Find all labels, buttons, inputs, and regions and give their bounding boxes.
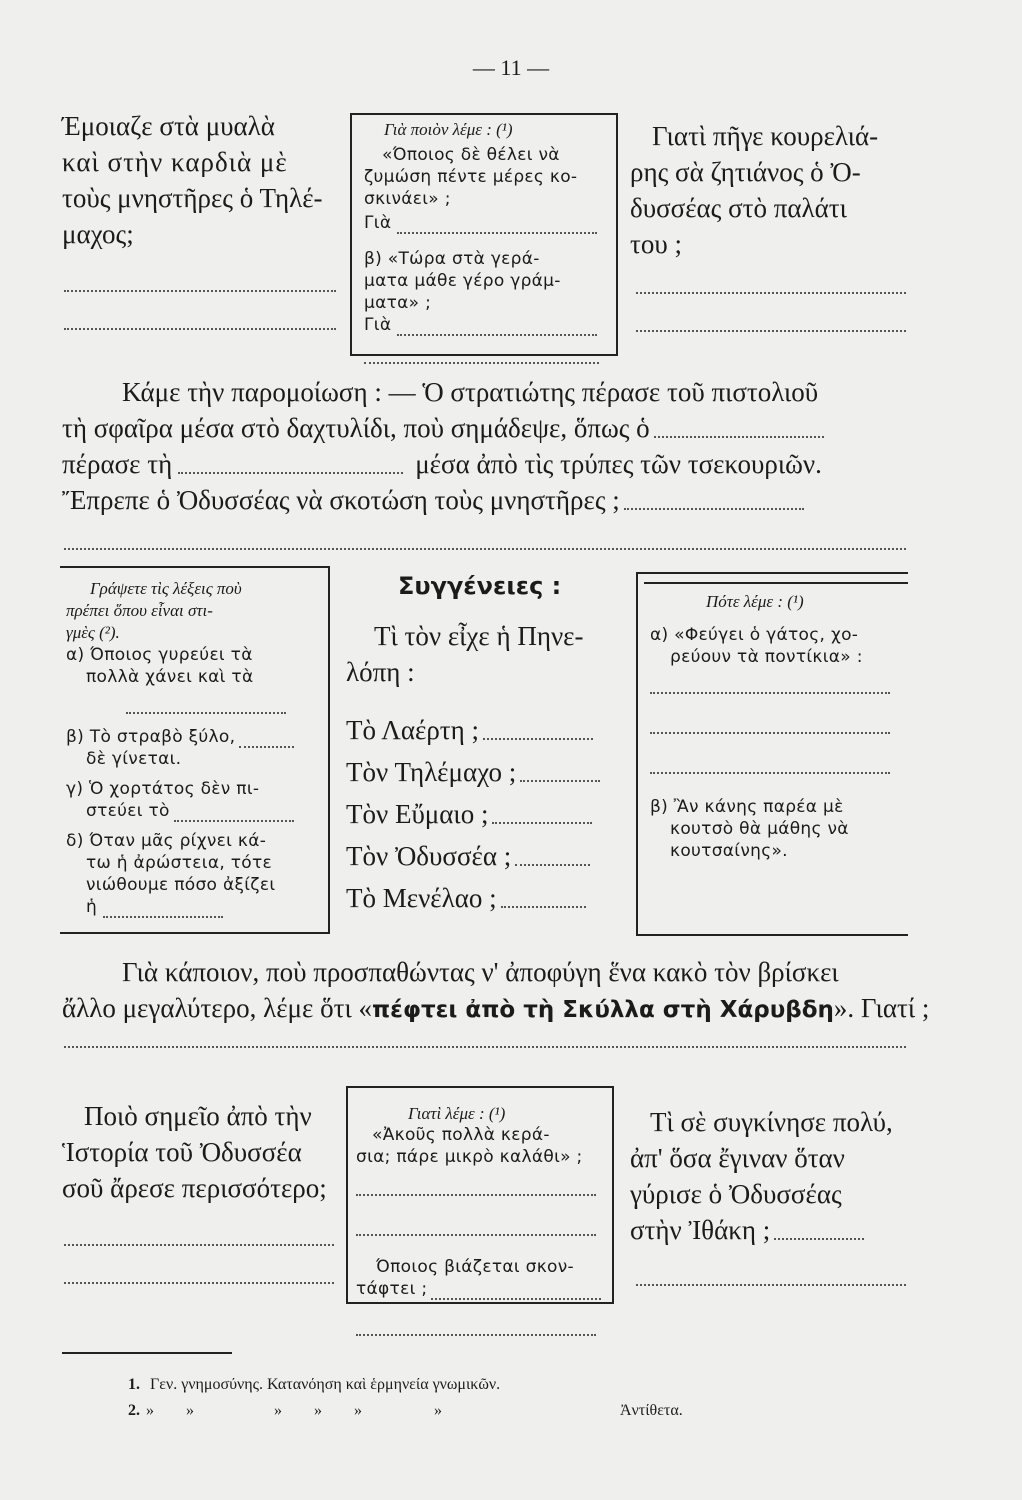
answer-line[interactable] [364, 342, 599, 364]
relatives-exercise [346, 572, 626, 916]
proverb-box-why-content [356, 1104, 608, 1340]
proverb-line: β) Ἂν κάνης παρέα μὲ [650, 797, 844, 817]
scylla-text: ἄλλο μεγαλύτερο, λέμε ὅτι « [62, 993, 372, 1023]
relatives-question: Τὶ τὸν εἶχε ἡ Πηνε- [374, 621, 584, 651]
proverb-box-who-content [364, 120, 612, 368]
answer-line[interactable] [774, 1218, 864, 1240]
simile-line: Κάμε τὴν παρομοίωση : — Ὁ στρατιώτης πέρασε τοῦ πιστολιοῦ [122, 377, 819, 407]
proverb-line: α) «Φεύγει ὁ γάτος, χο- [650, 625, 859, 645]
answer-line[interactable] [515, 844, 590, 866]
question-moved [630, 1104, 930, 1248]
saying-line: β) Τὸ στραβὸ ξύλο, [66, 727, 236, 747]
question-line: τοὺς μνηστῆρες ὁ Τηλέ- [62, 183, 323, 213]
relatives-title: Συγγένειες : [398, 572, 562, 600]
answer-line[interactable] [636, 330, 906, 332]
box-title: γμὲς (²). [66, 623, 120, 642]
answer-line[interactable] [64, 1282, 334, 1284]
question-line: του ; [630, 229, 682, 259]
saying-line: δὲ γίνεται. [86, 749, 182, 769]
footnote-2 [128, 1398, 848, 1424]
answer-line[interactable] [64, 290, 336, 292]
scylla-line: Γιὰ κάποιον, ποὺ προσπαθώντας ν' ἀποφύγη ἕνα κακὸ τὸν βρίσκει [122, 957, 839, 987]
question-line: Τὶ σὲ συγκίνησε πολύ, [650, 1107, 893, 1137]
for-label: Γιὰ [364, 213, 392, 233]
answer-line[interactable] [431, 1278, 601, 1300]
simile-line: τὴ σφαῖρα μέσα στὸ δαχτυλίδι, ποὺ σημάδεψε, ὅπως ὁ [62, 413, 650, 443]
answer-line[interactable] [64, 328, 336, 330]
question-line: μαχος; [62, 219, 134, 249]
proverb-line: «Όποιος δὲ θέλει νὰ [382, 145, 560, 165]
proverb-line: κουτσὸ θὰ μάθης νὰ [670, 819, 849, 839]
scylla-line [62, 990, 962, 1028]
question-telemachus [62, 108, 342, 252]
proverb-line: ματα μάθε γέρο γράμ- [364, 271, 561, 291]
saying-line: νιώθουμε πόσο ἀξίζει [86, 875, 276, 895]
proverb-line: ματα» ; [364, 293, 432, 313]
relatives-question: λόπη : [346, 657, 415, 687]
scylla-phrase: πέφτει ἀπὸ τὴ Σκύλλα στὴ Χάρυβδη [371, 997, 834, 1023]
answer-line[interactable] [654, 416, 824, 438]
answer-line[interactable] [650, 752, 890, 774]
question-line: στὴν Ἰθάκη ; [630, 1215, 771, 1245]
footnote-1 [128, 1372, 848, 1398]
proverb-line: β) «Τώρα στὰ γερά- [364, 249, 540, 269]
relative-item: Τὸν Ὀδυσσέα ; [346, 841, 512, 871]
proverb-line: ρεύουν τὰ ποντίκια» : [670, 647, 863, 667]
simile-line: πέρασε τὴ [62, 449, 173, 479]
question-disguise [630, 118, 930, 262]
proverb-line: τάφτει ; [356, 1279, 428, 1299]
question-line: σοῦ ἄρεσε περισσότερο; [62, 1173, 327, 1203]
saying-line: πολλὰ χάνει καὶ τὰ [86, 667, 254, 687]
answer-line[interactable] [492, 802, 592, 824]
box-title: Γιατὶ λέμε : (¹) [408, 1104, 506, 1123]
footnote-rule [62, 1352, 232, 1354]
answer-line[interactable] [650, 672, 890, 694]
answer-line[interactable] [397, 314, 597, 336]
answer-line[interactable] [64, 1244, 334, 1246]
proverb-line: ζυμώση πέντε μέρες κο- [364, 167, 578, 187]
for-label: Γιὰ [364, 315, 392, 335]
saying-line: τω ἡ ἀρώστεια, τότε [86, 853, 273, 873]
scylla-exercise [62, 954, 962, 1028]
footnote-text: Γεν. γνημοσύνης. Κατανόηση καὶ ἑρμηνεία γνωμικῶν. [150, 1376, 501, 1393]
answer-line[interactable] [501, 886, 586, 908]
box-title: Πότε λέμε : (¹) [706, 592, 804, 611]
page-number: — 11 — [472, 55, 550, 80]
proverb-line: κουτσαίνης». [670, 841, 788, 861]
question-line: γύρισε ὁ Ὀδυσσέας [630, 1179, 842, 1209]
box-divider [644, 582, 908, 584]
answer-line[interactable] [636, 1284, 906, 1286]
question-line: ἀπ' ὅσα ἔγιναν ὅταν [630, 1143, 845, 1173]
answer-line[interactable] [624, 488, 804, 510]
saying-line: στεύει τὸ [86, 801, 170, 821]
question-line: Γιατὶ πῆγε κουρελιά- [652, 121, 879, 151]
relative-item: Τὸ Λαέρτη ; [346, 715, 480, 745]
relative-item: Τὸν Τηλέμαχο ; [346, 757, 517, 787]
footnote-number: 1. [128, 1376, 140, 1393]
question-line: Ἱστορία τοῦ Ὀδυσσέα [62, 1137, 302, 1167]
proverb-box-when-content [650, 592, 902, 862]
box-title: Γιὰ ποιὸν λέμε : (¹) [384, 120, 513, 139]
answer-line[interactable] [397, 212, 597, 234]
answer-line[interactable] [636, 292, 906, 294]
proverb-line: «Ἀκοῦς πολλὰ κερά- [372, 1125, 550, 1145]
saying-line: ἡ [86, 897, 98, 917]
saying-line: δ) Όταν μᾶς ρίχνει κά- [66, 831, 267, 851]
answer-line[interactable] [356, 1314, 596, 1336]
footnote-text: Ἀντίθετα. [620, 1402, 683, 1419]
footnotes [128, 1372, 848, 1424]
answer-line[interactable] [650, 712, 890, 734]
scylla-text: ». Γιατί ; [833, 993, 930, 1023]
answer-line[interactable] [356, 1174, 596, 1196]
answer-line[interactable] [64, 1046, 906, 1048]
saying-line: α) Όποιος γυρεύει τὰ [66, 645, 253, 665]
footnote-number: 2. [128, 1402, 140, 1419]
question-line: καὶ στὴν καρδιὰ μὲ [62, 147, 288, 177]
fill-words-content [66, 578, 321, 918]
question-line: Έμοιαζε στὰ μυαλὰ [62, 111, 275, 141]
question-line: Ποιὸ σημεῖο ἀπὸ τὴν [84, 1101, 312, 1131]
answer-line[interactable] [126, 692, 286, 714]
answer-line[interactable] [483, 718, 593, 740]
relative-item: Τὸ Μενέλαο ; [346, 883, 497, 913]
proverb-line: σια; πάρε μικρὸ καλάθι» ; [356, 1147, 583, 1167]
question-line: Ἔπρεπε ὁ Ὀδυσσέας νὰ σκοτώση τοὺς μνηστῆρες ; [62, 485, 620, 515]
saying-line: γ) Ὁ χορτάτος δὲν πι- [66, 779, 260, 799]
answer-line[interactable] [174, 800, 294, 822]
question-line: δυσσέας στὸ παλάτι [630, 193, 847, 223]
answer-line[interactable] [520, 760, 600, 782]
proverb-line: Όποιος βιάζεται σκον- [376, 1257, 574, 1277]
simile-line: μέσα ἀπὸ τὶς τρύπες τῶν τσεκουριῶν. [415, 449, 822, 479]
answer-line[interactable] [239, 726, 294, 748]
answer-line[interactable] [178, 452, 403, 474]
simile-exercise [62, 374, 962, 518]
answer-line[interactable] [64, 548, 906, 550]
question-line: ρης σὰ ζητιάνος ὁ Ὀ- [630, 157, 861, 187]
relative-item: Τὸν Εὔμαιο ; [346, 799, 489, 829]
proverb-line: σκινάει» ; [364, 189, 451, 209]
box-title: πρέπει ὅπου εἶναι στι- [66, 601, 213, 620]
footnote-ditto: » » » » » » [146, 1402, 442, 1419]
question-favorite [62, 1098, 347, 1206]
answer-line[interactable] [356, 1214, 596, 1236]
answer-line[interactable] [103, 896, 223, 918]
box-title: Γράψετε τὶς λέξεις ποὺ [90, 579, 242, 598]
